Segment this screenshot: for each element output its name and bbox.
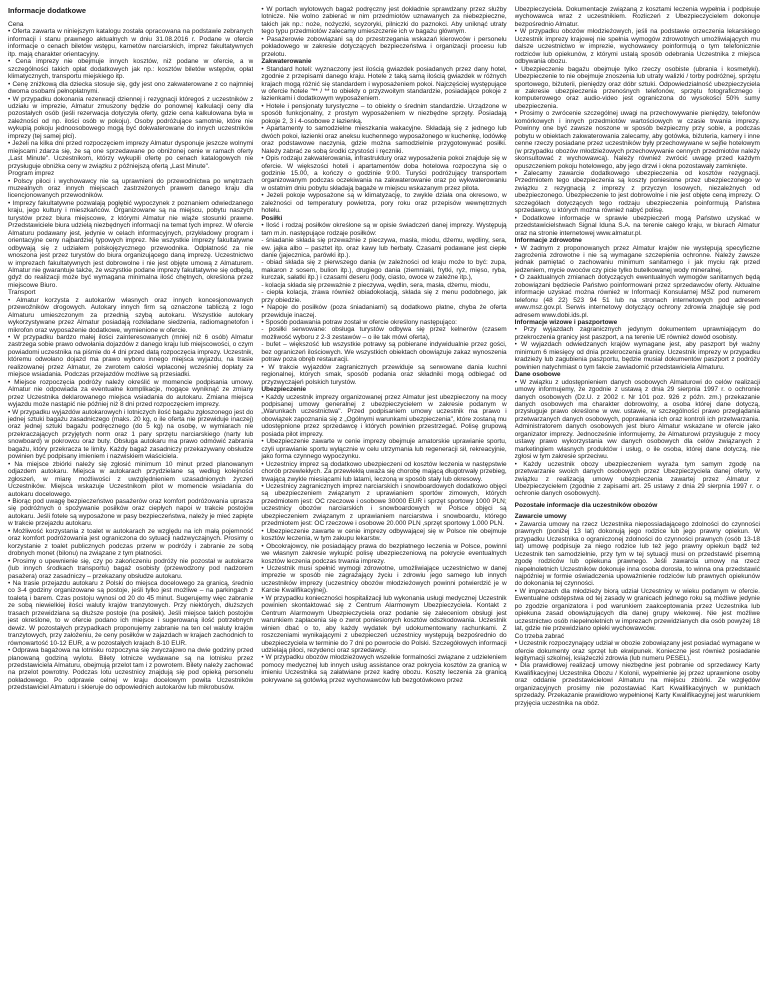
- paragraph: • Oferta zawarta w niniejszym katalogu została opracowana na podstawie zebranych informacji i stanu prawnego aktualnych w dniu 31.08.2016 r. Podane w ofercie informacje o cenach biletów wstępu, karnetów narciarskich, imprez fakultatywnych itp. mają charakter orientacyjny.: [8, 28, 254, 58]
- paragraph: • Imprezy fakultatywne pozwalają pogłębić wypoczynek z poznaniem odwiedzanego kraju, jego kultury i mieszkańców. Organizowane są na miejscu, pobytu naszych turystów przez biura miejscowe, z którymi Almatur nie wiąże stosunki prawne. Przedstawiciele biura udzielą niezbędnych informacji na temat tych imprez. W ofercie Almaturu podawany jest, jedynie w celach informacyjnych, przykładowy program i orientacyjne ceny najbardziej typowych imprez. Nie wszystkie imprezy fakultatywne odbywają się z udziałem polskojęzycznego przewodnika. Odpłatność za nie wnoszona jest przez turystów do biura organizującego daną imprezę. Uczestnictwo w imprezach fakultatywnych jest dobrowolne i nie jest objęte umową z Almaturem. Almatur nie gwarantuje także, że wszystkie podane imprezy fakultatywne się odbędą, gdyż do realizacji może być wymagana minimalna ilość chętnych, określona przez miejscowe Biuro.: [8, 199, 254, 289]
- paragraph: • W przypadku konieczności hospitalizacji lub wykonania usługi medycznej Uczestnik powinien skontaktować się z Centrum Alarmowym Ubezpieczyciela. Kontakt z Centrum Alarmowym Ubezpieczyciela oraz podanie się zaleceniom obsługi jest warunkiem zapłacenia się o zwrot poniesionych kosztów odszkodowania. Uczestnik winien dbać o to, aby każdy wydatek był udokumentowany rachunkami. Z roszczeniami wynikającymi z ubezpieczeń uczestnicy występują bezpośrednio do ubezpieczyciela w terminie do 7 dni po powrocie do Polski. Szczegółowych informacji udzielają piloci, rezydenci oraz sprzedawcy.: [261, 594, 507, 654]
- paragraph: • Napoje do posiłków (poza śniadaniami) są dodatkowo płatne, chyba że oferta przewiduje inaczej.: [261, 304, 507, 319]
- paragraph: • Biorąc pod uwagę bezpieczeństwo pasażerów oraz komfort podróżowania uprasza się podróżnych o spożywanie posiłków oraz ciepłych napoi w trakcie postojów autokaru. Jeśli fotele są wyposażone w pasy bezpieczeństwa, należy je mieć zapięte w trakcie przejazdu autokaru.: [8, 498, 254, 528]
- paragraph: • W wyjazdach odwiedzanych krajów wymagane jest, aby paszport był ważny minimum 6 miesięcy od dnia przekroczenia granicy. Uczestnik imprezy w przypadku kradzieży lub zagubienia paszportu, będzie musiał dokumentów paszport z podróży powinien natychmiast o tym fakcie zawiadomić przedstawiciela Almaturu.: [514, 341, 760, 371]
- paragraph: • Ubezpieczenie zawarte w cenie imprezy obejmuje amatorskie uprawianie sportu, czyli uprawianie sportu wyłącznie w celu utrzymania lub regeneracji sił, rekreacyjnie, jako forma czynnego wypoczynku.: [261, 438, 507, 461]
- section-heading: Informacje wizowe i paszportowe: [514, 319, 618, 327]
- section-heading: Informacje zdrowotne: [514, 237, 582, 245]
- paragraph: • Dla prawidłowej realizacji umowy niezbędne jest pobranie od sprzedawcy Karty Kwalifikacyjnej Uczestnika Obozu / Kolonii, wypełnienie jej przez uprawnione osoby oraz oddanie przedstawicielowi Almaturu na miejscu zbiórki. Ze względów organizacyjnych prosimy nie pozostawiać Kart Kwalifikacyjnych w punktach sprzedaży. Przekazanie prawidłowo wypełnionej Karty Kwalifikacyjnej jest warunkiem przyjęcia uczestnika na obóz.: [514, 662, 760, 707]
- paragraph: • Odprawa bagażowa na lotnisku rozpoczyna się zwyczajowo na dwie godziny przed planowaną godziną wylotu. Bilety lotnicze wydawane są na lotnisku przez przedstawiciela Almaturu, obejmują przelot tam i z powrotem. Bilety należy zachować na przelot powrotny. Podczas lotu uczestnicy znajdują się pod opieką personelu pokładowego. Po odprawie celnej w kraju docelowym powita Uczestników przedstawiciel Almaturu i skieruje do odpowiednich autokarów lub mikrobusów.: [8, 647, 254, 692]
- paragraph: • Dodatkowe informacje w sprawie ubezpieczeń mogą Państwo uzyskać w przedstawicielstwach Signal Iduna S.A. na terenie całego kraju, w biurach Almatur oraz na stronie internetowej www.almatur.pl.: [514, 214, 760, 237]
- paragraph: • W przypadku obozów młodzieżowych wszelkie formalności związane z udzieleniem pomocy medycznej lub innych usług assistance oraz pokrycia kosztów za granicą w imieniu Uczestnika są załatwiane przez kadrę obozu. Koszty leczenia za granicą pokrywane są gotówką przez wychowawców lub bezgotówkowo przez: [261, 654, 507, 684]
- paragraph: • Miejsce rozpoczęcia podróży należy określić w momencie podpisania umowy. Almatur nie odpowiada za eventualne komplikacje, mogące wyniknąć ze zmiany przez Uczestnika deklarowanego miejsca wsiadania do autokaru. Zmiana miejsca wyjazdu może nastąpić nie później niż 8 dni przed rozpoczęciem imprezy.: [8, 378, 254, 409]
- paragraph: • Ubezpieczenie zawarte w cenie imprezy odbywającej się w Polsce nie obejmuje kosztów leczenia, w tym zakupu lekarstw.: [261, 527, 507, 543]
- paragraph: • Zawarcia umowy na rzecz Uczestnika niepossiadającego zdolności do czynności prawnych (poniżej 13 lat) dokonują jego rodzice lub jego prawny opiekun. W przypadku Uczestnika o ograniczonej zdolności do czynności prawnych (osób 13-18 lat) umowę podpisuje za niego rodzice lub też jego prawny opiekun bądź też Uczestnik ten samodzielnie, przy tym w tej sytuacji musi on przedstawić pisemną zgodę rodziców lub opiekuna prawnego. Jeśli zawarcia umowy na rzecz niepełnoletnich Uczestników dokonuje inna osoba dorosła, to winna ona przedstawić najpóźniej w formie oświadczenia upoważnienie rodziców lub prawnych opiekunów do dokonania tej czynności.: [514, 520, 760, 588]
- paragraph: • Almatur korzysta z autokarów własnych oraz innych koncesjonowanych przewoźników drogowych. Autokary innych firm są oznaczone tabliczą z logo Almaturu umieszczonym za przednią szybą autokaru. Wszystkie autokary wykorzystywane przez Almatur posiadają rozkładane siedzenia, radiomagnetofon i mikrofon oraz wyposażenie dodatkowe, wymienione w ofercie.: [8, 296, 254, 334]
- paragraph: • Apartamenty to samodzielne mieszkania wakacyjne. Składają się z jednego lub dwóch pokoi, łazienki oraz aneksu kuchennego wyposażonego w kuchenkę, lodówkę oraz podstawowe naczynia, gdzie można samodzielnie przygotowywać posiłki. Należy zabrać ze sobą środki czystości i ręczniki.: [261, 125, 507, 155]
- column-3: [515, 6, 760, 988]
- paragraph: • Każdy uczestnik imprezy organizowanej przez Almatur jest ubezpieczony na mocy podpisanej umowy generalnej z ubezpieczycielem w zakresie podanym w „Warunkach uczestnictwa". Przed podpisaniem umowy uczestnik ma prawo i obowiązek zapoznania się z „Ogólnymi warunkami ubezpieczenia", które zostaną mu udostępnione przez sprzedawcę i których powinien przestrzegać. Polisę grupową posiada pilot imprezy.: [261, 393, 507, 438]
- paragraph: - bufet – większość lub wszystkie potrawy są pobierane indywidualnie przez gości, bez ograniczeń ilościowych. We wszystkich obiektach obowiązuje zakaz wynoszenia potraw poza obręb restauracji.: [261, 341, 507, 364]
- paragraph: • Uczestnik musi spełnić wymogi zdrowotne, umożliwiające uczestnictwo w danej imprezie w sposób nie zagrażający życiu i zdrowiu jego samego lub innych uczestników imprezy (uczestnicy obozów młodzieżowych powinni potwierdzić je w Karcie Kwalifikacyjnej).: [261, 564, 507, 595]
- paragraph: • Ilość i rodzaj posiłków określone są w opisie świadczeń danej imprezy. Występują tam m.in. następujące rodzaje posiłków:: [261, 222, 507, 237]
- paragraph: • W portach wylotowych bagaż podręczny jest dokładnie sprawdzany przez służby lotnicze. Nie wolno zabierać w nim przedmiotów uznawanych za niebezpieczne, takich jak np.: noże, nożyczki, scyzoryki, pilniczki do paznokci. Aby uniknąć utraty tego typu przedmiotów zalecamy umieszczenie ich w bagażu głównym.: [261, 6, 507, 36]
- section-heading: Posiłki: [261, 214, 283, 222]
- paragraph: • Możliwość korzystania z toalet w autokarach ze względu na ich małą pojemność oraz komfort podróżowania jest ograniczona do sytuacji nadzwyczajnych. Prosimy o korzystanie z toalet publicznych podczas przerw w podróży i zabranie ze sobą drobnych monet (bilonu) na związane z tym płatności.: [8, 527, 254, 558]
- column-1: [8, 6, 253, 988]
- paragraph: - posiłki serwowane: obsługa turystów odbywa się przez kelnerów (czasem możliwość wyboru z 2-3 zestawów – o ile tak mówi oferta),: [261, 326, 507, 341]
- paragraph: - obiad składa się z pierwszego dania (w zależności od kraju może to być: zupa, makaron z sosem, bulion itp.), drugiego dania (ziemniaki, frytki, ryż, mięso, ryba, kurczak, sałatki itp.) i czasami deseru (lody, ciasto, owoce w zależne itp.),: [261, 259, 507, 282]
- paragraph: • Uczestnicy imprez są dodatkowo ubezpieczeni od kosztów leczenia w następstwie chorób przewlekłych. Za przewlekłą uważa się chorobę mającą długotrwały przebieg, trwającą zwykle miesiącami lub latami, leczoną w sposób stały lub okresowy.: [261, 460, 507, 483]
- paragraph: • W imprezach dla młodzieży biorą udział Uczestnicy w wieku podanym w ofercie. Ewentualne odstępstwa od tej zasady w granicach jednego roku są możliwe jedynie po zgodzie organizatora i pod warunkiem zaakceptowania przez Uczestnika lub opiekuna zasad obowiązujących dla danej grupy wiekowej. Nie jest możliwe uczestnictwo osób niepełnoletnich w imprezach przewidzianych dla osób powyżej 18 lat, gdzie nie przewidziano opieki wychowawców.: [514, 587, 760, 633]
- paragraph: • W przypadku obozów młodzieżowych, jeśli na podstawie orzeczenia lekarskiego Uczestnik imprezy krajowej nie spełnia wymogów zdrowotnych umożliwiających mu dalsze uczestnictwo w imprezie, wychowawcy poinformują o tym telefonicznie rodziców lub opiekunów, z którymi ustalą sposób odebrania Uczestnika z miejsca odbywania obozu.: [514, 28, 760, 66]
- text-columns: [8, 6, 760, 988]
- paragraph: • Ubezpieczenie bagażu obejmuje tylko rzeczy osobiste (ubrania i kosmetyki). Ubezpieczenie to nie obejmuje znoszenia lub utraty walizki / torby podróżnej, sprzętu sportowego, biżuterii, pieniędzy oraz dóbr sztuki. Odpowiedzialność ubezpieczyciela w zakresie ubezpieczenia przenośnych telefonów, sprzętu fotograficznego i komputerowego oraz audio-video jest ograniczona do wysokości 50% sumy ubezpieczenia.: [514, 65, 760, 110]
- paragraph: • W przypadku wyjazdów autokarowych i lotniczych ilość bagażu zgłoszonego jest do jednej sztuki bagażu zasadniczego (maks. 20 kg, o ile oferta nie przewiduje inaczej) oraz jednej sztuki bagażu podręcznego (do 5 kg) na osobę, w wymiarach nie przekraczających przyjętych norm oraz 1 pary sprzętu narciarskiego (narty lub snowboard) w pokrowcu oraz buty. Obsługa autokaru ma prawo odmówić zabrania bagażu, który przekracza te limity. Każdy bagaż zasadniczy przekazywany obsłudze powinien być podpisany imieniem i nazwiskiem właściciela.: [8, 408, 254, 461]
- paragraph: • Jeżeli na kilka dni przed rozpoczęciem imprezy Almatur dysponuje jeszcze wolnymi miejscami zdarza się, że są one sprzedawane po obniżonej cenie w ramach oferty „Last Minute". Uczestnikom, którzy wykupili ofertę po cenach katalogowych nie przysługuje obniżka ceny w związku z późniejszą ofertą „Last Minute".: [8, 140, 254, 170]
- paragraph: • Na trasie przejazdu autokaru z Polski do miejsca docelowego za granicą, średnio co 3-4 godziny organizowane są postoje, jeśli tylko jest możliwe – na parkingach z toaletą i barem. Czas postoju wynosi od 20 do 45 minut. Sugerujemy więc zabranie ze sobą niewielkiej ilości waluty krajów tranzytowych. Przy niektórych, dłuższych trasach przewidziana są dłuższe postoje (na posiłek). Jeśli miejsce takich postojów jest określone, to w ofercie podano ich miejsce i sugerowaną ilość potrzebnych dewiz. W pozostałych przypadkach proponujemy zabranie na ten cel waluty krajów tranzytowych, przy założeniu, że ceny posiłków w zajazdach w krajach zachodnich to równowartość 10-12 EUR, a w pozostałych krajach 8-10 EUR.: [8, 579, 254, 647]
- paragraph: Co trzeba zabrać: [514, 632, 565, 640]
- paragraph: • Sposób podawania potraw został w ofercie określony następująco:: [261, 319, 457, 327]
- paragraph: Program imprez: [8, 170, 55, 178]
- paragraph: - śniadanie składa się przeważnie z pieczywa, masła, miodu, dżemu, wędliny, sera, ew. jajka albo – pasztet itp. oraz kawy lub herbaty. Czasami podawane jest ciepłe danie (jajecznica, parówki itp.).: [261, 237, 507, 259]
- paragraph: Ubezpieczyciela. Dokumentacje związaną z kosztami leczenia wypełnia i podpisuje wychowawca wraz z uczestnikiem. Rozliczeń z Ubezpieczycielem dokonuje bezpośrednio Almatur.: [514, 6, 760, 28]
- paragraph: - ciepła kolacja, zrawa również obiadokolacją, składa się z menu podobnego, jak przy obiedzie.: [261, 289, 507, 304]
- paragraph: Cena: [8, 21, 24, 28]
- paragraph: • W żadnym z proponowanych przez Almatur krajów nie występują specyficzne zagrożenia zdrowotne i nie są wymagane szczepienia ochronne. Należy zawsze jednak pamiętać o zachowaniu minimum sanitarnego i jak myciu rąk przed jedzeniem, mycie owoców czy picie tylko butelkowanej wody mineralnej.: [514, 244, 760, 274]
- paragraph: • W trakcie wyjazdów zagranicznych przewiduje są serwowane dania kuchni regionalnej, których smak, sposób podania oraz składniki mogą odbiegać od przyzwyczajeń polskich turystów.: [261, 363, 507, 386]
- paragraph: • Zalecamy zawarcie dodatkowego ubezpieczenia od kosztów rezygnacji. Przedmiotem tego ubezpieczenia są koszty poniesione przez ubezpieczonego w związku z rezygnacją z imprezy z przyczyn losowych, niezależnych od ubezpieczonego. Ubezpieczenie to jest dobrowolne i nie jest objęte ceną imprezy. O szczegółach dotyczących tego rodzaju ubezpieczenia poinformują Państwa sprzedawcy, u których można również nabyć polisę.: [514, 169, 760, 215]
- paragraph: • Uczestnik rozpoczynający udział w obozie zobowiązany jest posiadać wymagane w ofercie dokumenty oraz sprzęt lub ekwipunek. Konieczne jest również posiadanie legitymacji szkolnej, książeczki zdrowia (lub numeru PESEL).: [514, 640, 760, 662]
- paragraph: • Obcokrajowcy, nie posiadający prawa do bezpłatnego leczenia w Polsce, powinni we własnym zakresie wykupić polisę ubezpieczeniową na pokrycie eventualnych kosztów leczenia podczas trwania imprezy.: [261, 542, 507, 565]
- document-title: Informacje dodatkowe: [8, 6, 87, 15]
- paragraph: • Cenę zniżkową dla dziecka stosuje się, gdy jest ono zakwaterowane z co najmniej dwoma osobami pełnopłatnymi.: [8, 80, 254, 96]
- column-2: [261, 6, 506, 988]
- section-heading: Dane osobowe: [514, 371, 561, 379]
- paragraph: • Jeżeli pokoje wyposażone są w klimatyzację, to zwykle działa ona okresowo, w zależności od temperatury powietrza, pory roku oraz przepisów wewnętrznych hotelu.: [261, 192, 507, 215]
- paragraph: - kolacja składa się przeważnie z pieczywa, wędlin, sera, masła, dżemu, miodu,: [261, 281, 491, 289]
- paragraph: • Prosimy o zwrócenie szczególnej uwagi na przechowywanie pieniędzy, telefonów komórkowych i innych przedmiotów wartościowych w czasie trwania imprezy. Powinny one być zawsze noszone w sposób bezpieczny przy sobie, a podczas pobytu w obiektach zakwaterowania zalecamy, aby gotówka, biżuteria, kamery i inne cenne rzeczy posiadane przez uczestników były przechowywane w sejfie hotelowym (w przypadku obozów młodzieżowych przechowywanie cennych przedmiotów należy skonsultować z wychowawcą). Należy również zwrócić uwagę przed każdym opuszczeniem pokoju hotelowego, aby jego drzwi i okna pozostawały zamknięte.: [514, 110, 760, 170]
- paragraph: • W związku z udostępnieniem danych osobowych Almaturowi do celów realizacji umowy informujemy, że zgodnie z ustawą z dnia 29 sierpnia 1997 r. o ochronie danych osobowych (Dz.U. z 2002 r. Nr 101 poz. 926 z późn. zm.) przekazanie danych osobowych ma charakter dobrowolny, a osoba której dane dotyczą, przysługuje prawo określone w ww. ustawie, w szczególności prawo przeglądania przetwarzanych danych osobowych, poprawiania ich oraz kontroli ich przetwarzania. Administratorem danych osobowych jest biuro Almatur wskazane w ofercie jako organizator imprezy. Jednocześnie informujemy, że Almaturowi przysługuje z mocy ustawy prawo wykorzystania ww danych osobowych dla celów związanych z marketingiem własnych produktów i usług, o ile osoba, której dane dotyczą, nie zgłosi w tym zakresie sprzeciwu.: [514, 378, 760, 461]
- section-heading: Pozostałe informacje dla uczestników obozów: [514, 501, 658, 509]
- paragraph: • Prosimy o upewnienie się, czy po zakończeniu podróży nie pozostał w autokarze (lub innych środkach transportu) bagaż osobisty (przewodzony pod nadzorem pasażera) oraz zasadniczy – przekazany obsłudze autokaru.: [8, 557, 254, 580]
- paragraph: • W przypadku bardzo małej ilości zainteresowanych (mniej niż 6 osób) Almatur zastrzega sobie prawo odwołania dojazdów z danego kraju lub miejscowości, o czym powiadomi uczestnika na piśmie do 4 dni przed datą rozpoczęcia imprezy. Uczestnik, któremu odwołano dojazd ma prawo wyboru innego miejsca wyjazdu, na trasie realizowanej przez Almatur, ze zwrotem całości wpłaconej wcześniej dopłaty za miejsce wsiadania. Podczas przejazdów możliwe są przesiadki.: [8, 334, 254, 379]
- section-heading: Zawarcie umowy: [514, 513, 567, 521]
- paragraph: • Przy wyjazdach zagranicznych jedynym dokumentem uprawniającym do przekroczenia granicy jest paszport, a na terenie UE również dowód osobisty.: [514, 326, 760, 341]
- paragraph: • Uczestnicy zagranicznych imprez narciarskich i snowboardowych dodatkowo objęci są ubezpieczeniem związanym z uprawianiem sportów zimowych, których przedmiotem jest: OC rzeczowe i osobowe 30000 EUR i sprzęt sportowy 1000 PLN; uczestnicy obozów narciarskich i snowboardowych w Polsce objęci są ubezpieczeniem związanym z uprawianiem narciarstwa i snowboardu, którego przedmiotem jest: OC rzeczowe i osobowe 20.000 PLN ,sprzęt sportowy 1.000 PLN.: [261, 483, 507, 528]
- paragraph: • O zaaktualnych zmianach dotyczących ewentualnych wymogów sanitarnych będą zobowiązani będziecie Państwo poinformowani przez sprzedawców oferty. Aktualne informacje uzyskać można również w Informacji Konsularnej MSZ pod numerem telefonu (48 22) 523 94 51 lub na stronach internetowych pod adresem www.msz.gov.pl. Serwis internetowy dotyczący ochrony zdrowia znajduje się pod adresem www.dobi.ids.pl.: [514, 274, 760, 319]
- paragraph: • Cena imprezy nie obejmuje innych kosztów, niż podane w ofercie, a w szczególności takich opłat dodatkowych jak np.: kosztów biletów wstępów, opłat klimatycznych, transportu miejskiego itp.: [8, 58, 254, 81]
- section-heading: Zakwaterowanie: [261, 58, 312, 66]
- paragraph: • Każdy uczestnik obozy ubezpieczeniem wyraża tym samym zgodę na przetwarzanie swoich danych osobowych przez Ubezpieczyciela danej oferty, w związku z realizacją umowy ubezpieczenia zawartej przez Almatur z Ubezpieczycielem (zgodnie z zapisami art. 25 ustawy z dnia 29 sierpnia 1997 r. o ochronie danych osobowych).: [514, 460, 760, 498]
- paragraph: • W przypadku dokonania rezerwacji dziennej i rezygnacji któregoś z uczestników z udziału w imprezie, Almatur zmuszony będzie do ponownej kalkulacji ceny dla pozostałych osób (jeśli rezerwacja dotyczyła oferty, gdzie cena kalkulowana była w zależności od np. ilości osób w pokoju). Osoby podróżujące samotnie, które nie wykupią pokoju jednoosobowego mogą być dokwaterowane do innych uczestników imprezy (tej samej płci).: [8, 95, 254, 140]
- paragraph: Transport: [8, 289, 36, 297]
- paragraph: • Standard hoteli: wyznaczony jest ilością gwiazdek posiadanych przez dany hotel, zgodnie z przepisami danego kraju. Hotele z taką samą ilością gwiazdek w różnych krajach mogą różnić się standardem i wyposażeniem pokoi. Najczęściej występujące w ofercie hotele "** / ** to obiekty o przyzwoitym standardzie, posiadające pokoje z łazienkami i dodatkowym wyposażeniem.: [261, 65, 507, 103]
- paragraph: • Pasażerowie zobowiązani są do przestrzegania wskazań kierowców i personelu pokładowego w zakresie dotyczących bezpieczeństwa i organizacji procesu lub przelotu.: [261, 35, 507, 58]
- section-heading: Ubezpieczenie: [261, 386, 307, 394]
- paragraph: • Opis rodzaju zakwaterowania, infrastruktury oraz wyposażenia pokoi znajduje się w ofercie. W większości hoteli i apartamentów doba hotelowa rozpoczyna się o godzinie 15.00, a kończy o godzinie 9:00. Turyści podróżujący transportem organizowanym podczas oczekiwania na zakwaterowanie oraz po wykwaterowaniu w ostatnim dniu pobytu składają bagaże w miejscu wskazanym przez pilota.: [261, 155, 507, 192]
- paragraph: • Na miejsce zbiórki należy się zgłosić minimum 10 minut przed planowanym odjazdem autokaru. Miejsca w autokarach przydzielane są według kolejności zgłoszeń, w miarę możliwości z uwzględnieniem uzasadnionych życzeń Uczestników. Miejsca wskazuje Uczestnikom pilot w momencie wsiadania do autokaru docelowego.: [8, 460, 254, 498]
- paragraph: • Hotele i pensjonaty turystyczne – to obiekty o średnim standardzie. Urządzone w sposób funkcjonalny, z prostym wyposażeniem w niezbędne sprzęty. Posiadają pokoje 2, 3 i 4-osobowe z łazienką.: [261, 102, 507, 125]
- paragraph: • Polscy piloci i wychowawcy nie są uprawnieni do przewodnictwa po wnętrzach muzealnych oraz innych miejscach zastrzeżonych prawem danego kraju dla licencjonowanych przewodników.: [8, 177, 254, 200]
